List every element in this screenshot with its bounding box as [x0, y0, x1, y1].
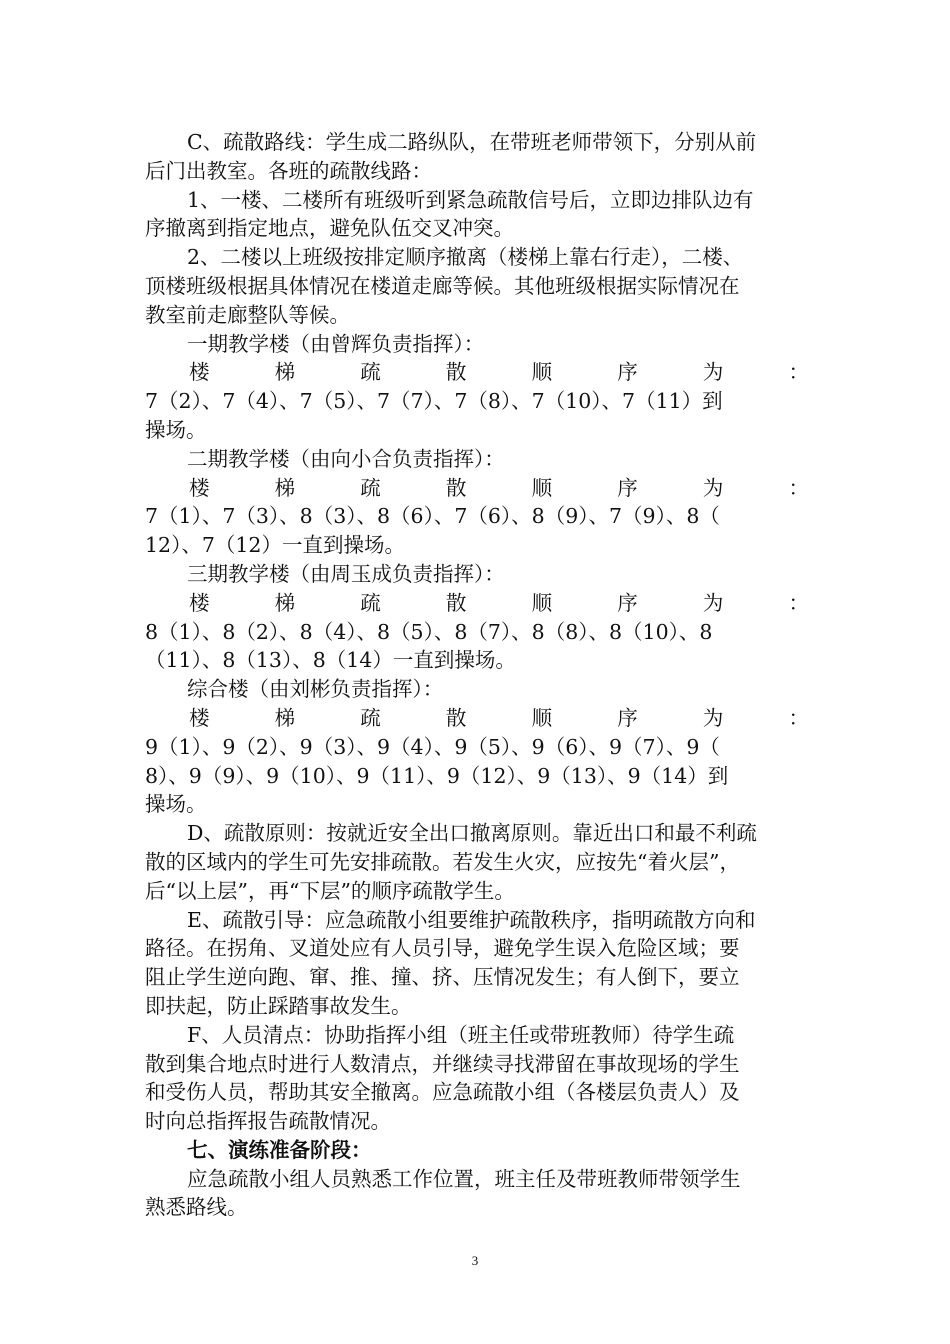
paragraph-line: 熟悉路线。	[145, 1195, 248, 1220]
label-char: 散	[445, 360, 467, 385]
label-char: ：	[788, 590, 809, 615]
label-char: 楼	[189, 360, 210, 385]
class-order-line: 8）、9（9）、9（10）、9（11）、9（12）、9（13）、9（14）到	[145, 763, 729, 788]
paragraph-line: 后门出教室。各班的疏散线路：	[145, 158, 432, 183]
building-heading-phase2: 二期教学楼（由向小合负责指挥）：	[187, 446, 505, 471]
label-char: 疏	[360, 475, 381, 500]
label-char: 为	[702, 475, 724, 500]
stair-order-label	[145, 474, 809, 503]
paragraph-line: 教室前走廊整队等候。	[145, 302, 350, 327]
label-char: 顺	[531, 590, 553, 615]
document-body	[145, 128, 809, 1222]
stair-order-label	[145, 358, 809, 387]
paragraph-line: 序撤离到指定地点，避免队伍交叉冲突。	[145, 216, 514, 241]
label-char: 顺	[531, 705, 553, 730]
paragraph-line: 散的区域内的学生可先安排疏散。若发生火灾，应按先“着火层”，	[145, 849, 740, 874]
label-char: 顺	[531, 475, 553, 500]
label-char: 为	[702, 360, 724, 385]
label-char: ：	[788, 360, 809, 385]
label-char: 序	[617, 705, 638, 730]
class-order-line: 8（1）、8（2）、8（4）、8（5）、8（7）、8（8）、8（10）、8	[145, 619, 713, 644]
label-char: 顺	[531, 360, 553, 385]
building-heading-phase1: 一期教学楼（由曾辉负责指挥）：	[187, 331, 485, 356]
label-char: 为	[702, 590, 724, 615]
paragraph-line: 和受伤人员，帮助其安全撤离。应急疏散小组（各楼层负责人）及	[145, 1080, 740, 1105]
building-heading-complex: 综合楼（由刘彬负责指挥）：	[187, 677, 444, 702]
label-char: 楼	[189, 705, 210, 730]
label-char: 散	[445, 475, 467, 500]
class-order-line: 操场。	[145, 792, 207, 817]
class-order-line: 12）、7（12）一直到操场。	[145, 533, 405, 558]
label-char: 序	[617, 360, 638, 385]
paragraph-line: 散到集合地点时进行人数清点，并继续寻找滞留在事故现场的学生	[145, 1051, 740, 1076]
class-order-line: （11）、8（13）、8（14）一直到操场。	[145, 648, 516, 673]
label-char: 散	[445, 705, 467, 730]
section-heading: 七、演练准备阶段：	[187, 1137, 372, 1162]
paragraph-line: 1、一楼、二楼所有班级听到紧急疏散信号后，立即边排队边有	[187, 187, 754, 212]
stair-order-label	[145, 589, 809, 618]
paragraph-line: 后“以上层”，再“下层”的顺序疏散学生。	[145, 878, 515, 903]
paragraph-line: 路径。在拐角、叉道处应有人员引导，避免学生误入危险区域；要	[145, 936, 740, 961]
page-number: 3	[471, 1253, 479, 1268]
paragraph-line: 时向总指挥报告疏散情况。	[145, 1109, 391, 1134]
label-char: ：	[788, 475, 809, 500]
label-char: 梯	[274, 590, 296, 615]
class-order-line: 7（1）、7（3）、8（3）、8（6）、7（6）、8（9）、7（9）、8（	[145, 504, 720, 529]
label-char: 梯	[274, 475, 296, 500]
label-char: 梯	[274, 360, 296, 385]
label-char: 梯	[274, 705, 296, 730]
label-char: 疏	[360, 590, 381, 615]
class-order-line: 7（2）、7（4）、7（5）、7（7）、7（8）、7（10）、7（11）到	[145, 389, 723, 414]
paragraph-line: 即扶起，防止踩踏事故发生。	[145, 993, 412, 1018]
paragraph-line: D、疏散原则：按就近安全出口撤离原则。靠近出口和最不利疏	[187, 821, 757, 846]
building-heading-phase3: 三期教学楼（由周玉成负责指挥）：	[187, 561, 505, 586]
paragraph-line: 应急疏散小组人员熟悉工作位置，班主任及带班教师带领学生	[187, 1166, 741, 1191]
paragraph-line: 顶楼班级根据具体情况在楼道走廊等候。其他班级根据实际情况在	[145, 273, 740, 298]
label-char: 散	[445, 590, 467, 615]
paragraph-line: 阻止学生逆向跑、窜、推、撞、挤、压情况发生；有人倒下，要立	[145, 965, 740, 990]
paragraph-line: 2、二楼以上班级按排定顺序撤离（楼梯上靠右行走），二楼、	[187, 245, 744, 270]
class-order-line: 操场。	[145, 417, 207, 442]
label-char: 楼	[189, 590, 210, 615]
label-char: 序	[617, 590, 638, 615]
label-char: 楼	[189, 475, 210, 500]
label-char: 疏	[360, 705, 381, 730]
label-char: ：	[788, 705, 809, 730]
label-char: 为	[702, 705, 724, 730]
label-char: 序	[617, 475, 638, 500]
paragraph-line: C、疏散路线：学生成二路纵队，在带班老师带领下，分别从前	[187, 130, 757, 154]
paragraph-line: E、疏散引导：应急疏散小组要维护疏散秩序，指明疏散方向和	[187, 907, 756, 932]
paragraph-line: F、人员清点：协助指挥小组（班主任或带班教师）待学生疏	[187, 1022, 735, 1047]
stair-order-label	[145, 704, 809, 733]
class-order-line: 9（1）、9（2）、9（3）、9（4）、9（5）、9（6）、9（7）、9（	[145, 734, 720, 759]
label-char: 疏	[360, 360, 381, 385]
